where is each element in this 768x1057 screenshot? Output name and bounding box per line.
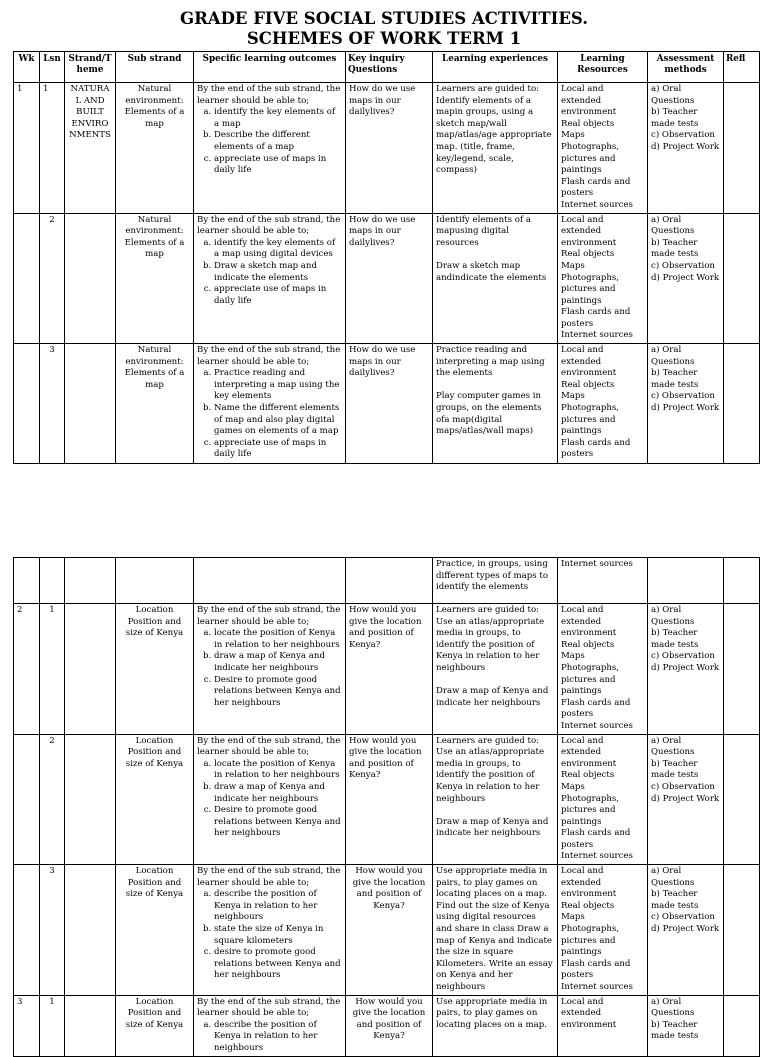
cell-assessment (648, 734, 724, 865)
assessment-item: c) Observation (651, 651, 715, 662)
cell-wk (14, 734, 40, 865)
cell-assessment (648, 213, 724, 344)
cell-sub-strand: Natural environment: Elements of a map (116, 83, 194, 214)
cell-lsn: 1 (40, 83, 65, 214)
cell-strand (65, 865, 116, 996)
assessment-item: a) Oral Questions (651, 345, 695, 367)
cell-strand (65, 213, 116, 344)
cell-strand (65, 604, 116, 735)
cell-outcomes (194, 604, 346, 735)
resource-item: Flash cards and posters (561, 828, 631, 850)
resource-item: Internet sources (561, 330, 633, 341)
table-row (14, 734, 760, 865)
header-refl: Refl (724, 52, 760, 83)
cell-refl (724, 865, 760, 996)
table-row (14, 83, 760, 214)
schemes-table-part-1 (13, 51, 760, 464)
assessment-item: d) Project Work (651, 403, 720, 414)
assessment-item: b) Teacher made tests (651, 1019, 699, 1042)
cell-sub-strand: Location Position and size of Kenya (116, 995, 194, 1056)
cell-strand: NATURAL AND BUILT ENVIRONMENTS (65, 83, 116, 214)
assessment-item: c) Observation (651, 781, 715, 792)
document-subtitle: SCHEMES OF WORK TERM 1 (246, 29, 522, 48)
cell-inquiry: How would you give the location and position of Kenya? (346, 995, 433, 1056)
cell-lsn: 3 (40, 865, 65, 996)
resource-item: Flash cards and posters (561, 437, 631, 460)
assessment-item: a) Oral Questions (651, 84, 695, 106)
cell-assessment (648, 604, 724, 735)
table-row (14, 213, 760, 344)
assessment-item: b) Teacher made tests (651, 628, 699, 650)
cell-resources (558, 734, 648, 865)
cell-resources (558, 83, 648, 214)
cell-inquiry: How would you give the location and position of Kenya? (346, 865, 433, 996)
cell-assessment (648, 344, 724, 464)
assessment-item: c) Observation (651, 260, 715, 271)
outcome-intro: By the end of the sub strand, the learner should be able to; (197, 345, 341, 367)
cell-strand (65, 734, 116, 865)
cell-refl (724, 344, 760, 464)
assessment-item: b) Teacher made tests (651, 889, 699, 911)
header-wk: Wk (14, 52, 40, 83)
resource-item: Flash cards and posters (561, 307, 631, 329)
cell-resources: Internet sources (558, 558, 648, 604)
resource-item: Photographs, pictures and paintings (561, 403, 620, 437)
cell-outcomes (194, 83, 346, 214)
experience-text: Use appropriate media in pairs, to play games on locating places on a map. (436, 996, 548, 1030)
cell-strand (65, 995, 116, 1056)
cell-outcomes (194, 213, 346, 344)
outcome-item: b. state the size of Kenya in square kilometers (214, 924, 342, 947)
outcome-item: c. appreciate use of maps in daily life (214, 438, 342, 461)
assessment-item: a) Oral Questions (651, 735, 695, 758)
cell-refl (724, 83, 760, 214)
cell-lsn: 2 (40, 213, 65, 344)
outcome-intro: By the end of the sub strand, the learner should be able to; (197, 214, 341, 237)
resource-item: Local and extended environment (561, 996, 617, 1030)
outcome-item: a. locate the position of Kenya in relation to her neighbours (214, 759, 342, 782)
resource-item: Internet sources (561, 199, 633, 210)
cell-assessment (648, 995, 724, 1056)
assessment-item: c) Observation (651, 912, 715, 923)
header-resources: Learning Resources (558, 52, 648, 83)
resource-item: Maps (561, 260, 585, 271)
document-title: GRADE FIVE SOCIAL STUDIES ACTIVITIES. (179, 9, 589, 28)
experience-text: Draw a map of Kenya and indicate her neighbours (436, 816, 549, 839)
resource-item: Photographs, pictures and paintings (561, 793, 620, 827)
outcome-item: c. appreciate use of maps in daily life (214, 154, 342, 177)
assessment-item: b) Teacher made tests (651, 237, 699, 260)
cell-sub-strand: Location Position and size of Kenya (116, 865, 194, 996)
cell-experiences (433, 995, 558, 1056)
table-header-row (14, 52, 760, 83)
table-row (14, 604, 760, 735)
resource-item: Real objects (561, 379, 615, 390)
outcome-item: a. identify the key elements of a map (214, 107, 342, 130)
resource-item: Flash cards and posters (561, 958, 631, 981)
header-assessment: Assessment methods (648, 52, 724, 83)
resource-item: Flash cards and posters (561, 176, 631, 199)
resource-item: Real objects (561, 118, 615, 129)
header-lsn: Lsn (40, 52, 65, 83)
table-row (14, 558, 760, 604)
resource-item: Local and extended environment (561, 214, 617, 248)
cell-outcomes (194, 734, 346, 865)
cell-refl (724, 995, 760, 1056)
resource-item: Maps (561, 130, 585, 141)
header-strand: Strand/Theme (65, 52, 116, 83)
cell-resources (558, 213, 648, 344)
assessment-item: d) Project Work (651, 924, 720, 935)
resource-item: Internet sources (561, 720, 633, 731)
cell-wk (14, 344, 40, 464)
experience-text: Learners are guided to: Identify elements of a mapin groups, using a sketch map/wall map/atlas/age appropriate map. (title, frame, key/legend, scale, compass) (436, 84, 552, 176)
resource-item: Local and extended environment (561, 345, 617, 379)
outcome-item: b. Name the different elements of map and also play digital games on elements of a map (214, 403, 342, 438)
assessment-item: b) Teacher made tests (651, 368, 699, 390)
cell-wk (14, 865, 40, 996)
assessment-item: a) Oral Questions (651, 866, 695, 888)
outcome-intro: By the end of the sub strand, the learner should be able to; (197, 996, 341, 1019)
resource-item: Local and extended environment (561, 84, 617, 118)
cell-experiences: Practice, in groups, using different types of maps to identify the elements (433, 558, 558, 604)
cell-sub-strand: Location Position and size of Kenya (116, 604, 194, 735)
cell-inquiry: How do we use maps in our dailylives? (346, 83, 433, 214)
resource-item: Real objects (561, 249, 615, 260)
assessment-item: d) Project Work (651, 793, 720, 804)
cell-inquiry: How would you give the location and position of Kenya? (346, 604, 433, 735)
assessment-item: b) Teacher made tests (651, 107, 699, 129)
experience-text: Identify elements of a mapusing digital resources (436, 214, 531, 248)
cell-assessment (648, 865, 724, 996)
cell-wk (14, 213, 40, 344)
table-row (14, 865, 760, 996)
cell-resources (558, 995, 648, 1056)
experience-text: Play computer games in groups, on the elements ofa map(digital maps/atlas/wall maps) (436, 391, 542, 437)
cell-experiences (433, 734, 558, 865)
outcome-item: b. draw a map of Kenya and indicate her neighbours (214, 651, 342, 674)
resource-item: Real objects (561, 900, 615, 911)
assessment-item: c) Observation (651, 391, 715, 402)
experience-text: Draw a map of Kenya and indicate her neighbours (436, 686, 549, 708)
outcome-item: a. Practice reading and interpreting a map using the key elements (214, 368, 342, 403)
table-row (14, 995, 760, 1056)
header-inquiry: Key inquiry Questions (346, 52, 433, 83)
cell-sub-strand: Natural environment: Elements of a map (116, 344, 194, 464)
outcome-intro: By the end of the sub strand, the learner should be able to; (197, 84, 341, 106)
cell-inquiry: How do we use maps in our dailylives? (346, 213, 433, 344)
cell-assessment (648, 83, 724, 214)
resource-item: Real objects (561, 770, 615, 781)
cell-resources (558, 865, 648, 996)
resource-item: Local and extended environment (561, 866, 617, 900)
cell-inquiry: How do we use maps in our dailylives? (346, 344, 433, 464)
cell-lsn: 2 (40, 734, 65, 865)
outcome-item: c. Desire to promote good relations between Kenya and her neighbours (214, 805, 342, 840)
resource-item: Real objects (561, 639, 615, 650)
experience-text: Learners are guided to: Use an atlas/appropriate media in groups, to identify the position of Kenya in relation to her neighbours (436, 735, 545, 804)
assessment-item: d) Project Work (651, 141, 720, 152)
resource-item: Photographs, pictures and paintings (561, 924, 620, 958)
outcome-intro: By the end of the sub strand, the learner should be able to; (197, 735, 341, 758)
outcome-item: c. Desire to promote good relations between Kenya and her neighbours (214, 675, 342, 710)
cell-experiences (433, 344, 558, 464)
cell-sub-strand: Natural environment: Elements of a map (116, 213, 194, 344)
assessment-item: d) Project Work (651, 272, 720, 283)
outcome-intro: By the end of the sub strand, the learner should be able to; (197, 866, 341, 888)
experience-text: Practice reading and interpreting a map using the elements (436, 345, 545, 379)
cell-sub-strand: Location Position and size of Kenya (116, 734, 194, 865)
assessment-item: a) Oral Questions (651, 996, 695, 1019)
experience-text: Learners are guided to: Use an atlas/appropriate media in groups, to identify the position of Kenya in relation to her neighbours (436, 605, 545, 673)
cell-wk: 1 (14, 83, 40, 214)
resource-item: Maps (561, 391, 585, 402)
cell-outcomes (194, 865, 346, 996)
resource-item: Internet sources (561, 851, 633, 862)
outcome-item: b. draw a map of Kenya and indicate her neighbours (214, 782, 342, 805)
cell-lsn: 1 (40, 604, 65, 735)
table-row (14, 344, 760, 464)
cell-strand (65, 344, 116, 464)
outcome-item: a. describe the position of Kenya in relation to her neighbours (214, 889, 342, 924)
cell-outcomes (194, 344, 346, 464)
outcome-item: b. Describe the different elements of a map (214, 130, 342, 153)
cell-resources (558, 344, 648, 464)
resource-item: Flash cards and posters (561, 697, 631, 720)
resource-item: Maps (561, 912, 585, 923)
experience-text: Use appropriate media in pairs, to play games on locating places on a map. Find out the size of Kenya using digital resources and share in class Draw a map of Kenya and indicate the size in square Kilometers. Write an essay on Kenya and her neighbours (436, 866, 553, 992)
cell-experiences (433, 865, 558, 996)
cell-outcomes (194, 995, 346, 1056)
outcome-intro: By the end of the sub strand, the learner should be able to; (197, 605, 341, 627)
cell-lsn: 3 (40, 344, 65, 464)
resource-item: Photographs, pictures and paintings (561, 141, 620, 176)
resource-item: Maps (561, 781, 585, 792)
header-sub-strand: Sub strand (116, 52, 194, 83)
resource-item: Photographs, pictures and paintings (561, 662, 620, 697)
outcome-item: a. describe the position of Kenya in relation to her neighbours (214, 1020, 342, 1055)
resource-item: Photographs, pictures and paintings (561, 272, 620, 306)
outcome-item: c. appreciate use of maps in daily life (214, 284, 342, 307)
experience-text: Draw a sketch map andindicate the elements (436, 260, 547, 283)
cell-experiences (433, 83, 558, 214)
assessment-item: a) Oral Questions (651, 214, 695, 237)
cell-wk: 2 (14, 604, 40, 735)
assessment-item: c) Observation (651, 130, 715, 141)
cell-refl (724, 604, 760, 735)
assessment-item: d) Project Work (651, 662, 720, 673)
cell-inquiry: How would you give the location and position of Kenya? (346, 734, 433, 865)
outcome-item: b. Draw a sketch map and indicate the elements (214, 261, 342, 284)
outcome-item: a. locate the position of Kenya in relation to her neighbours (214, 628, 342, 651)
resource-item: Maps (561, 651, 585, 662)
outcome-item: a. identify the key elements of a map using digital devices (214, 238, 342, 261)
resource-item: Local and extended environment (561, 735, 617, 769)
cell-lsn: 1 (40, 995, 65, 1056)
cell-refl (724, 213, 760, 344)
cell-resources (558, 604, 648, 735)
resource-item: Internet sources (561, 982, 633, 992)
resource-item: Local and extended environment (561, 605, 617, 639)
cell-wk: 3 (14, 995, 40, 1056)
header-experiences: Learning experiences (433, 52, 558, 83)
cell-experiences (433, 213, 558, 344)
schemes-table-part-2 (13, 557, 760, 1057)
assessment-item: a) Oral Questions (651, 605, 695, 627)
outcome-item: c. desire to promote good relations between Kenya and her neighbours (214, 947, 342, 982)
header-outcomes: Specific learning outcomes (194, 52, 346, 83)
cell-experiences (433, 604, 558, 735)
assessment-item: b) Teacher made tests (651, 758, 699, 781)
cell-refl (724, 734, 760, 865)
